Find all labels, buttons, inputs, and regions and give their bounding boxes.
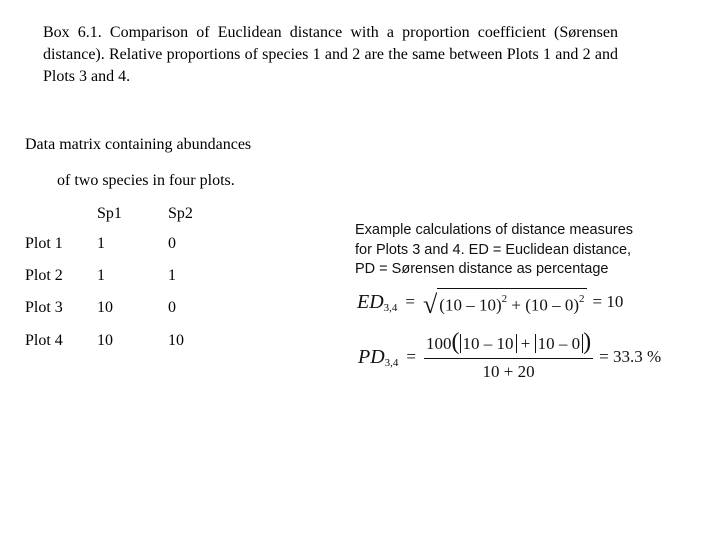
pd-open-paren: (	[451, 329, 460, 355]
cell-plot-2-sp1: 1	[97, 267, 105, 284]
row-label-plot-4: Plot 4	[25, 332, 63, 349]
row-label-plot-1: Plot 1	[25, 235, 63, 252]
ed-term-1: (10 – 10)	[439, 295, 502, 315]
sorensen-distance-formula	[358, 330, 661, 384]
cell-plot-1-sp2: 0	[168, 235, 176, 252]
cell-plot-4-sp2: 10	[168, 332, 184, 349]
cell-plot-3-sp1: 10	[97, 299, 113, 316]
ed-equals: =	[405, 292, 416, 311]
pd-coefficient: 100	[426, 334, 452, 353]
example-description	[355, 221, 633, 280]
cell-plot-1-sp1: 1	[97, 235, 105, 252]
example-line-2: for Plots 3 and 4. ED = Euclidean distance,	[355, 241, 632, 258]
square-root-icon: √	[423, 289, 438, 319]
pd-result: = 33.3 %	[599, 347, 662, 366]
ed-term-2: (10 – 0)	[525, 295, 580, 315]
pd-variable: PD	[358, 345, 385, 368]
ed-plus: +	[507, 295, 526, 315]
ed-subscript: 3,4	[383, 302, 398, 314]
pd-abs-2: 10 – 0	[535, 334, 584, 353]
row-label-plot-3: Plot 3	[25, 299, 63, 316]
ed-result: = 10	[592, 292, 624, 311]
example-line-3: PD = Sørensen distance as percentage	[355, 261, 609, 277]
pd-plus: +	[516, 334, 535, 353]
pd-abs-1: 10 – 10	[460, 334, 517, 353]
box-caption: Box 6.1. Comparison of Euclidean distance with a proportion coefficient (Sørensen distance). Relative proportions of species 1 and 2 are the same between Plots 1 and 2 and Plots 3 and 4.	[43, 24, 618, 85]
row-label-plot-2: Plot 2	[25, 267, 63, 284]
data-matrix-title: Data matrix containing abundances	[25, 136, 252, 153]
column-header-sp2: Sp2	[168, 205, 193, 222]
pd-numerator	[424, 331, 593, 359]
pd-subscript: 3,4	[384, 357, 399, 369]
ed-variable: ED	[357, 290, 384, 313]
cell-plot-4-sp1: 10	[97, 332, 113, 349]
pd-equals: =	[406, 347, 417, 366]
euclidean-distance-formula	[357, 284, 623, 320]
pd-denominator: 10 + 20	[482, 362, 535, 381]
data-matrix-subtitle: of two species in four plots.	[57, 172, 235, 189]
radicand	[437, 288, 586, 316]
example-line-1: Example calculations of distance measures	[355, 222, 634, 238]
pd-fraction	[424, 331, 593, 383]
cell-plot-2-sp2: 1	[168, 267, 176, 284]
pd-close-paren: )	[583, 329, 592, 355]
cell-plot-3-sp2: 0	[168, 299, 176, 316]
column-header-sp1: Sp1	[97, 205, 122, 222]
ed-power-2: 2	[579, 293, 585, 306]
square-root	[423, 288, 587, 319]
ed-power-1: 2	[501, 293, 508, 306]
